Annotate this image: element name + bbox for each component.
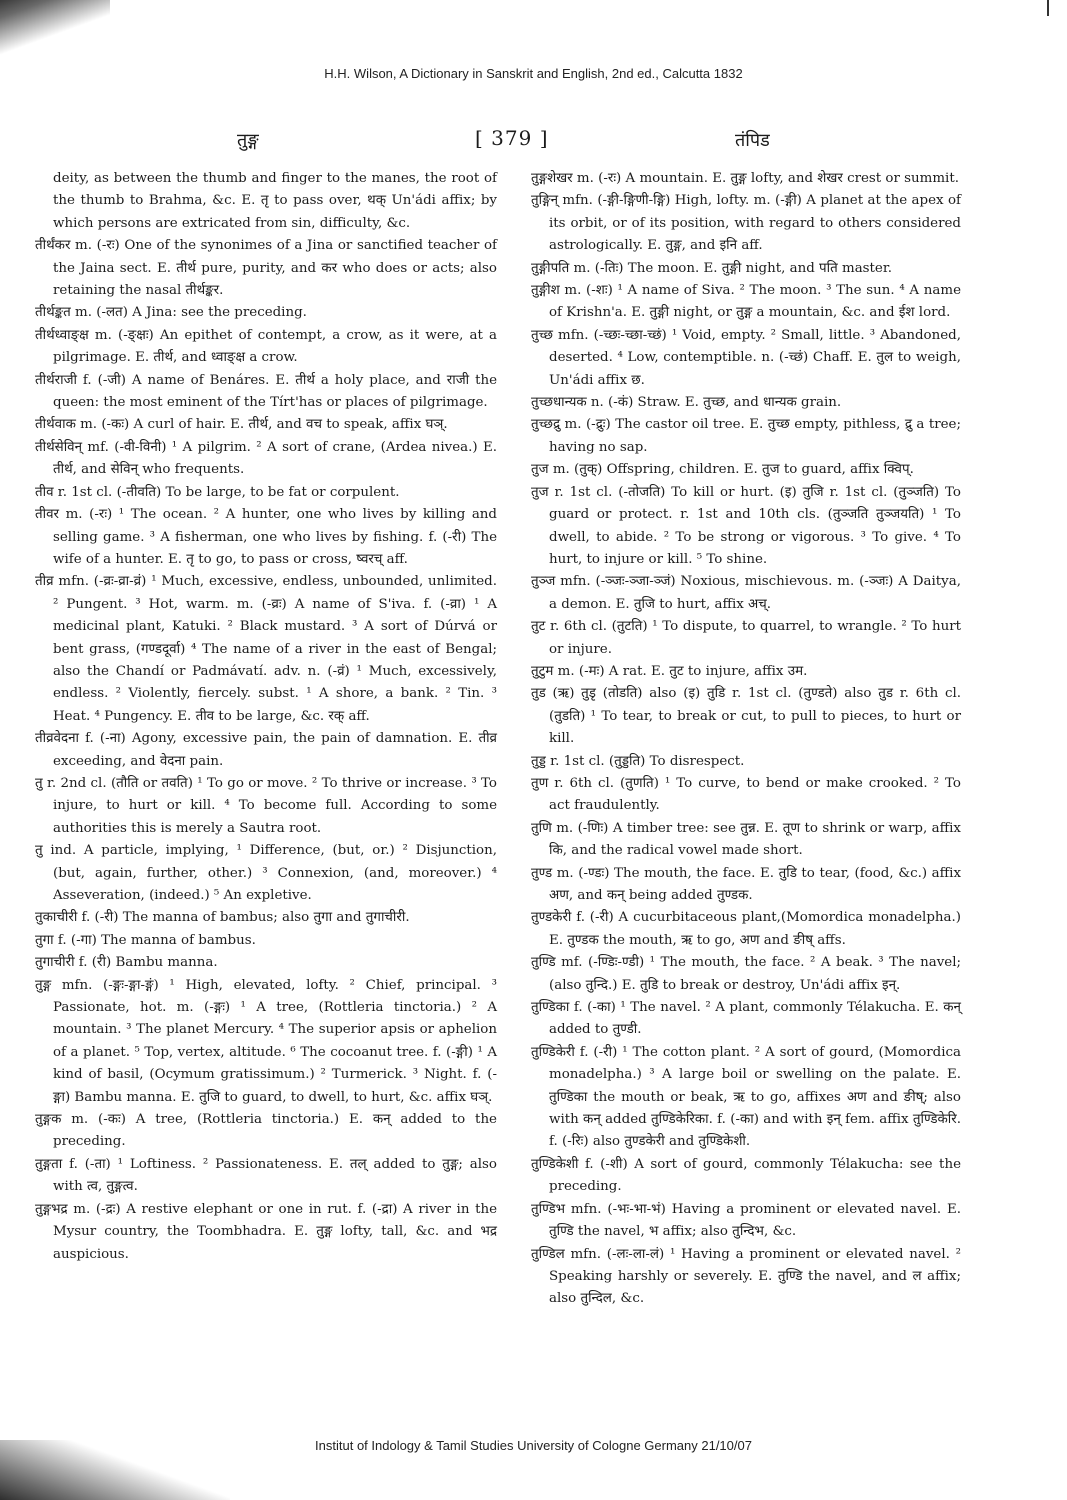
dictionary-entry: तुच्छद्रु m. (-द्रुः) The castor oil tree. E. तुच्छ empty, pithless, द्रु a tree; having no sap.: [531, 417, 961, 455]
dictionary-entry: तीव r. 1st cl. (-तीवति) To be large, to be fat or corpulent.: [35, 484, 400, 500]
dictionary-entry: तुञ्ज mfn. (-ञ्जः-ञ्जा-ञ्जं) Noxious, mischievous. m. (-ञ्जः) A Daitya, a demon. E. तुजि to hurt, affix अच्.: [531, 574, 961, 612]
dictionary-entry: तीर्थध्वाङ्क्ष m. (-ङ्क्षः) An epithet of contempt, a crow, as it were, at a pilgrimage. E. तीर्थ, and ध्वाङ्क्ष a crow.: [35, 327, 497, 366]
dictionary-entry: तुज r. 1st cl. (-तोजति) To kill or hurt. (इ) तुजि r. 1st cl. (तुञ्जति) To guard or protect. r. 1st and 10th cls. (तुञ्जति तुञ्जयति) ¹ To dwell, to abide. ² To be strong or vigorous. ³ To give. ⁴ To hurt, to injure or kill. ⁵ To shine.: [531, 484, 961, 567]
dictionary-entry: तुङ्गक m. (-कः) A tree, (Rottleria tinctoria.) E. कन् added to the preceding.: [35, 1112, 497, 1150]
source-citation: H.H. Wilson, A Dictionary in Sanskrit and English, 2nd ed., Calcutta 1832: [324, 66, 743, 81]
dictionary-entry: तीव्र mfn. (-व्रः-व्रा-व्रं) ¹ Much, excessive, endless, unbounded, unlimited. ² Pungent. ³ Hot, warm. m. (-व्रः) A name of S'iva. f. (-व्रा) ¹ A medicinal plant, Katuki. ² Black mustard. ³ A sort of Dúrvá or bent grass, (गण्डदूर्वा) ⁴ The name of a river in the east of Bengal; also the Chandí or Padmávatí. adv. n. (-व्रं) ¹ Much, excessively, endless. ² Violently, fiercely. subst. ¹ A shore, a bank. ² Tin. ³ Heat. ⁴ Pungency. E. तीव to be large, &c. रक् aff.: [35, 574, 497, 724]
dictionary-entry: तुण्डिका f. (-का) ¹ The navel. ² A plant, commonly Télakucha. E. कन् added to तुण्डी.: [531, 1000, 961, 1038]
dictionary-entry: तीर्थसेविन् mf. (-वी-विनी) ¹ A pilgrim. ² A sort of crane, (Ardea nivea.) E. तीर्थ, and सेविन् who frequents.: [35, 439, 497, 478]
scan-shadow-top-left: [0, 0, 110, 60]
dictionary-entry: तुच्छधान्यक n. (-कं) Straw. E. तुच्छ, and धान्यक grain.: [531, 395, 842, 411]
dictionary-entry: तुण्डिल mfn. (-लः-ला-लं) ¹ Having a prominent or elevated navel. ² Speaking harshly or severely. E. तुण्डि the navel, and ल affix; also तुन्दिल, &c.: [531, 1246, 961, 1307]
dictionary-entry: तु r. 2nd cl. (तौति or तवति) ¹ To go or move. ² To thrive or increase. ³ To injure, to hurt or kill. ⁴ To become full. According to some authorities this is merely a Sautra root.: [35, 775, 497, 836]
dictionary-entry: deity, as between the thumb and finger to the manes, the root of the thumb to Brahma, &c. E. तृ to pass over, थक् Un'ádi affix; by which persons are extricated from sin, difficulty, &c.: [53, 171, 497, 231]
dictionary-entry: तुङ्गीश m. (-शः) ¹ A name of Siva. ² The moon. ³ The sun. ⁴ A name of Krishn'a. E. तुङ्गी night, or तुङ्ग a mountain, &c. and ईश lord.: [531, 283, 961, 321]
scan-mark-top-right: [1047, 0, 1049, 16]
dictionary-entry: तुटुम m. (-मः) A rat. E. तुट to injure, affix उम.: [531, 663, 808, 679]
dictionary-entry: तीर्थवाक m. (-कः) A curl of hair. E. तीर्थ, and वच to speak, affix घञ्.: [35, 417, 448, 433]
dictionary-entry: तुड्ड r. 1st cl. (तुड्डति) To disrespect.: [531, 753, 745, 769]
running-head: [35, 126, 1035, 156]
dictionary-entry: तु ind. A particle, implying, ¹ Difference, (but, or.) ² Disjunction, (but, again, further, other.) ³ Connexion, (and, moreover.) ⁴ Asseveration, (indeed.) ⁵ An expletive.: [35, 843, 497, 903]
dictionary-entry: तुण्डि mf. (-ण्डिः-ण्डी) ¹ The mouth, the face. ² A beak. ³ The navel; (also तुन्दि.) E. तुडि to break or destroy, Un'ádi affix इन्.: [531, 955, 961, 993]
dictionary-entry: तीर्थङ्कत m. (-लत) A Jina: see the preceding.: [35, 305, 307, 321]
dictionary-entry: तुज m. (तुक्) Offspring, children. E. तुज to guard, affix क्विप्.: [531, 462, 914, 478]
page-number: [ 379 ]: [475, 126, 549, 150]
dictionary-entry: तुगा f. (-गा) The manna of bambus.: [35, 932, 256, 948]
dictionary-entry: तुट r. 6th cl. (तुटति) ¹ To dispute, to quarrel, to wrangle. ² To hurt or injure.: [531, 619, 961, 657]
dictionary-entry: तुण्ड m. (-ण्डः) The mouth, the face. E. तुडि to tear, (food, &c.) affix अण, and कन् being added तुण्डक.: [531, 865, 961, 903]
source-footer: Institut of Indology & Tamil Studies University of Cologne Germany 21/10/07: [315, 1438, 752, 1453]
dictionary-entry: तुण्डिकेरी f. (-री) ¹ The cotton plant. ² A sort of gourd, (Momordica monadelpha.) ³ A large boil or swelling on the palate. E. तुण्डिका the mouth or beak, ऋ to go, affixes अण and ङीष्; also with कन् added तुण्डिकेरिका. f. (-का) and with इन् fem. affix तुण्डिकेरि. f. (-रिः) also तुण्डकेरी and तुण्डिकेशी.: [531, 1044, 961, 1150]
dictionary-entry: तुण्डिभ mfn. (-भः-भा-भं) Having a prominent or elevated navel. E. तुण्डि the navel, भ affix; also तुन्दिभ, &c.: [531, 1201, 961, 1240]
dictionary-entry: तुण्डकेरी f. (-री) A cucurbitaceous plant,(Momordica monadelpha.) E. तुण्डक the mouth, ऋ to go, अण and ङीष् affs.: [531, 910, 961, 948]
dictionary-entry: तुङ्ग mfn. (-ङ्गः-ङ्गा-ङ्गं) ¹ High, elevated, lofty. ² Chief, principal. ³ Passionate, hot. m. (-ङ्गः) ¹ A tree, (Rottleria tinctoria.) ² A mountain. ³ The planet Mercury. ⁴ The superior apsis or aphelion of a planet. ⁵ Top, vertex, altitude. ⁶ The cocoanut tree. f. (-ङ्गी) ¹ A kind of basil, (Ocymum gratissimum.) ² Turmerick. ³ Night. f. (-ङ्गा) Bambu manna. E. तुजि to guard, to dwell, to hurt, &c. affix घञ्.: [35, 977, 497, 1105]
headword-left: तुङ्ग: [237, 130, 259, 151]
dictionary-entry: तुङ्गभद्र m. (-द्रः) A restive elephant or one in rut. f. (-द्रा) A river in the Mysur country, the Toombhadra. E. तुङ्ग lofty, tall, &c. and भद्र auspicious.: [35, 1201, 497, 1262]
dictionary-entry: तुङ्गशेखर m. (-रः) A mountain. E. तुङ्ग lofty, and शेखर crest or summit.: [531, 171, 959, 186]
dictionary-entry: तुकाचीरी f. (-री) The manna of bambus; also तुगा and तुगाचीरी.: [35, 910, 410, 926]
right-column: [531, 168, 961, 1311]
dictionary-entry: तीवर m. (-रः) ¹ The ocean. ² A hunter, one who lives by killing and selling game. ³ A fisherman, one who lives by fishing. f. (-री) The wife of a hunter. E. तृ to go, to pass or cross, ष्वरच् aff.: [35, 507, 497, 567]
dictionary-entry: तुणि m. (-णिः) A timber tree: see तुन्न. E. तूण to shrink or warp, affix कि, and the radical vowel made short.: [531, 820, 961, 859]
dictionary-entry: तीव्रवेदना f. (-ना) Agony, excessive pain, the pain of damnation. E. तीव्र exceeding, and वेदना pain.: [35, 731, 497, 769]
dictionary-entry: तुङ्गता f. (-ता) ¹ Loftiness. ² Passionateness. E. तल् added to तुङ्ग; also with त्व, तुङ्गत्व.: [35, 1156, 497, 1195]
dictionary-entry: तुङ्गिन् mfn. (-ङ्गी-ङ्गिणी-ङ्गि) High, lofty. m. (-ङ्गी) A planet at the apex of its orbit, or of its position, with regard to others considered astrologically. E. तुङ्ग, and इनि aff.: [531, 193, 961, 254]
dictionary-entry: तुगाचीरी f. (री) Bambu manna.: [35, 955, 218, 971]
dictionary-entry: तुङ्गीपति m. (-तिः) The moon. E. तुङ्गी night, and पति master.: [531, 260, 893, 276]
dictionary-entry: तीर्थंकर m. (-रः) One of the synonimes of a Jina or sanctified teacher of the Jaina sect. E. तीर्थ pure, purity, and कर who does or acts; also retaining the nasal तीर्थङ्कर.: [35, 238, 497, 299]
left-column: [35, 168, 497, 1266]
dictionary-entry: तुड (ऋ) तुडृ (तोडति) also (इ) तुडि r. 1st cl. (तुण्डते) also तुड r. 6th cl. (तुडति) ¹ To tear, to break or cut, to pull to pieces, to hurt or kill.: [531, 686, 961, 747]
dictionary-entry: तीर्थराजी f. (-जी) A name of Benáres. E. तीर्थ a holy place, and राजी the queen: the most eminent of the Tírt'has or places of pilgrimage.: [35, 372, 497, 411]
dictionary-entry: तुण r. 6th cl. (तुणति) ¹ To curve, to bend or make crooked. ² To act fraudulently.: [531, 775, 961, 814]
dictionary-entry: तुण्डिकेशी f. (-शी) A sort of gourd, commonly Télakucha: see the preceding.: [531, 1156, 961, 1195]
headword-right: तंपिड: [735, 130, 770, 151]
dictionary-entry: तुच्छ mfn. (-च्छः-च्छा-च्छं) ¹ Void, empty. ² Small, little. ³ Abandoned, deserted. ⁴ Low, contemptible. n. (-च्छं) Chaff. E. तुल to weigh, Un'ádi affix छ.: [531, 327, 961, 388]
